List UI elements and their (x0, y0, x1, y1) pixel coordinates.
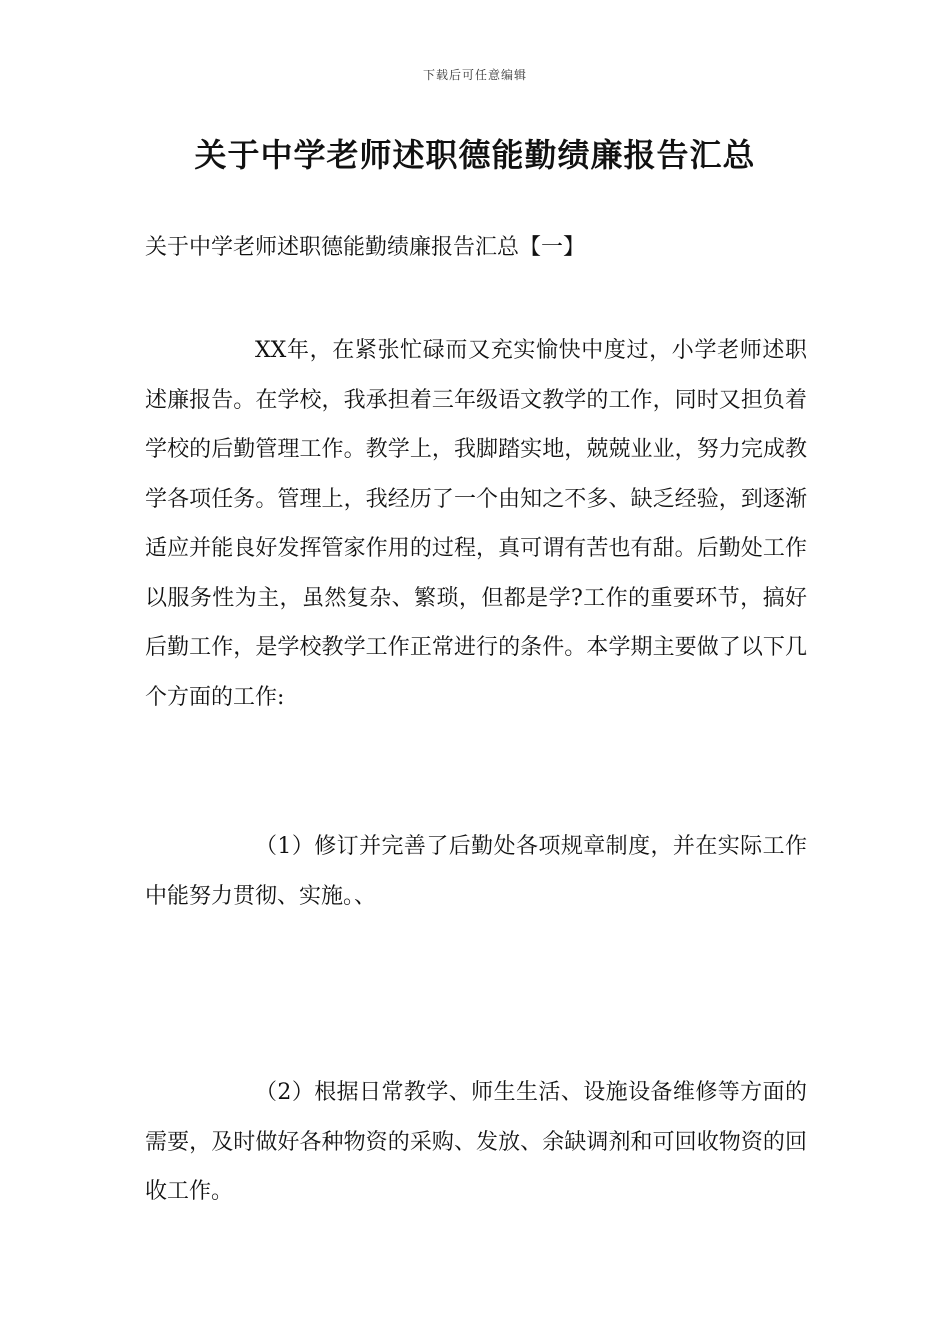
document-title: 关于中学老师述职德能勤绩廉报告汇总 (194, 136, 756, 174)
body-paragraph-2: （1）修订并完善了后勤处各项规章制度，并在实际工作中能努力贯彻、实施。、 (145, 834, 807, 909)
section-heading: 关于中学老师述职德能勤绩廉报告汇总【一】 (145, 235, 586, 260)
body-paragraph-1: XX年，在紧张忙碌而又充实愉快中度过，小学老师述职述廉报告。在学校，我承担着三年级语文教学的工作，同时又担负着学校的后勤管理工作。教学上，我脚踏实地，兢兢业业，努力完成教学各项任务。管理上，我经历了一个由知之不多、缺乏经验，到逐渐适应并能良好发挥管家作用的过程，真可谓有苦也有甜。后勤处工作以服务性为主，虽然复杂、繁琐，但都是学?工作的重要环节，搞好后勤工作，是学校教学工作正常进行的条件。本学期主要做了以下几个方面的工作: (145, 338, 807, 710)
header-note: 下载后可任意编辑 (422, 68, 527, 82)
body-paragraph-3: （2）根据日常教学、师生生活、设施设备维修等方面的需要，及时做好各种物资的采购、发放、余缺调剂和可回收物资的回收工作。 (145, 1080, 807, 1204)
